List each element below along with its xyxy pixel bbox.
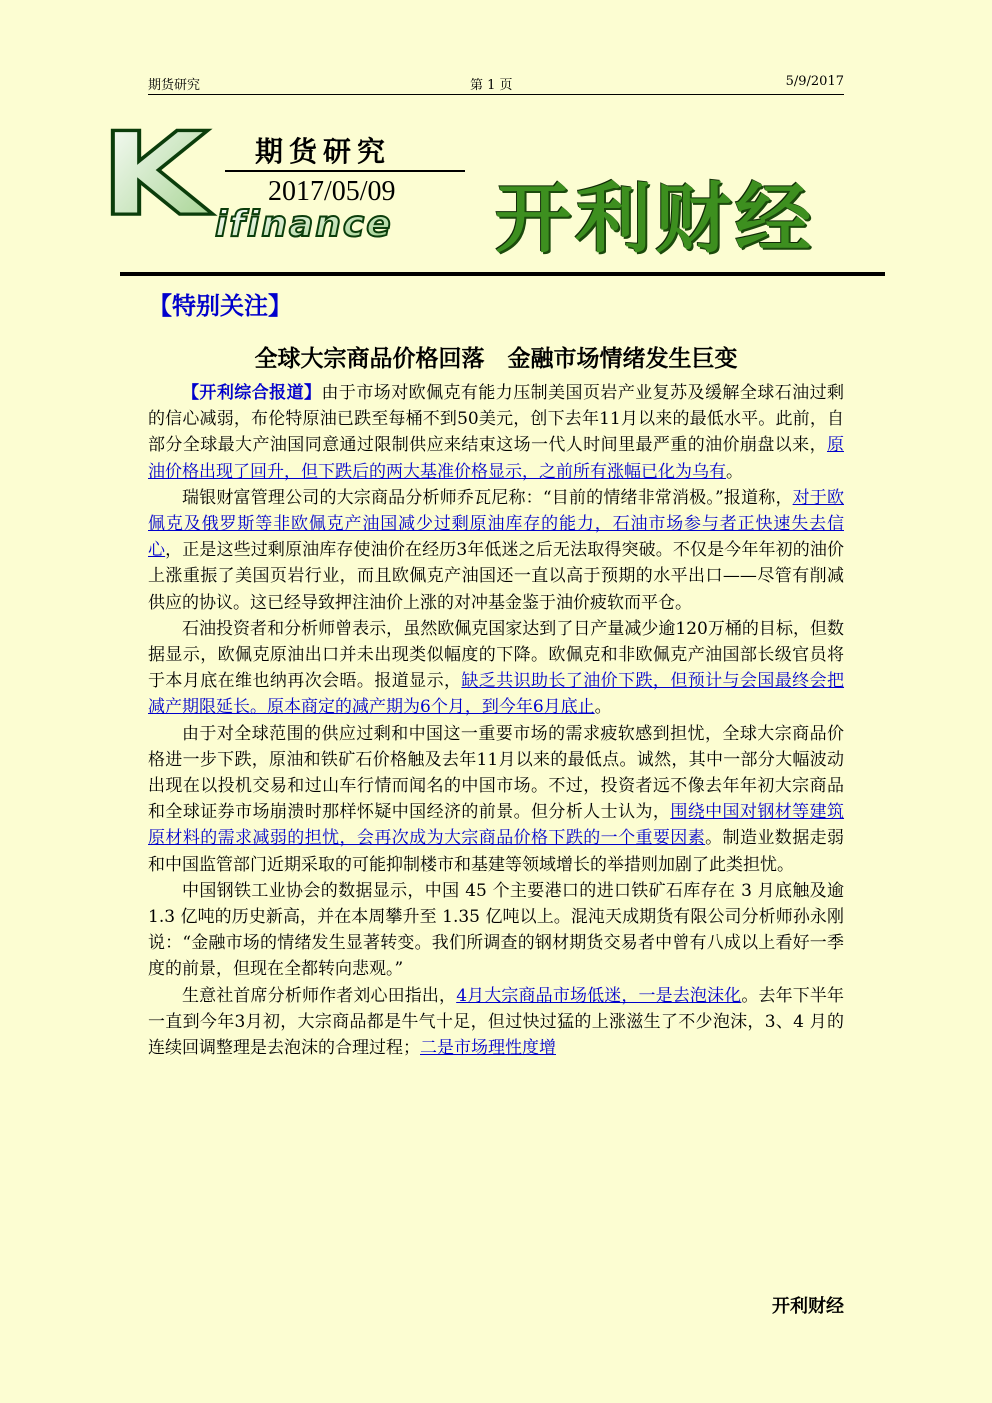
brand-title: 开利财经 [495,174,815,263]
article-link[interactable]: 原油价格出现了回升，但下跌后的两大基准价格显示，之前所有涨幅已化为乌有 [148,435,844,482]
header-left-text: 期货研究 [148,78,201,93]
article-title: 全球大宗商品价格回落 金融市场情绪发生巨变 [254,346,738,372]
header-divider [120,272,885,276]
paragraph-5 [148,878,844,983]
article-link[interactable]: 对于欧佩克及俄罗斯等非欧佩克产油国减少过剩原油库存的能力，石油市场参与者正快速失去信心 [148,487,844,561]
logo-letter-k: K [100,128,209,242]
article-body [148,380,844,1061]
paragraph-text: 由于市场对欧佩克有能力压制美国页岩产业复苏及缓解全球石油过剩的信心减弱，布伦特原油已跌至每桶不到50美元，创下去年11月以来的最低水平。此前，自部分全球最大产油国同意通过限制供应来结束这场一代人时间里最严重的油价崩盘以来， [148,383,845,456]
header-page-number: 第 1 页 [470,78,513,93]
logo-wordmark: ifinance [215,204,393,245]
footer-brand: 开利财经 [772,1296,844,1317]
paragraph-text: 。 [594,697,612,718]
logo-divider [225,170,465,172]
article-link[interactable]: 二是市场理性度增 [420,1038,556,1059]
paragraph-text: 。去年下半年一直到今年3月初，大宗商品都是牛气十足，但过快过猛的上涨滋生了不少泡沫，3、4 月的连续回调整理是去泡沫的合理过程； [148,985,845,1059]
paragraph-text: 瑞银财富管理公司的大宗商品分析师乔瓦尼称：“目前的情绪非常消极。”报道称， [182,487,793,508]
section-tag: 【特别关注】 [148,292,292,320]
paragraph-4 [148,721,844,878]
paragraph-text: 中国钢铁工业协会的数据显示，中国 45 个主要港口的进口铁矿石库存在 3 月底触及逾 1.3 亿吨的历史新高，并在本周攀升至 1.35 亿吨以上。混沌天成期货有限公司分析师孙永刚说：“金融市场的情绪发生显著转变。我们所调查的钢材期货交易者中曾有八成以上看好一季度的前景，但现在全都转向悲观。” [148,880,844,980]
paragraph-text: 生意社首席分析师作者刘心田指出， [182,985,457,1006]
paragraph-text: 。制造业数据走弱和中国监管部门近期采取的可能抑制楼市和基建等领域增长的举措则加剧了此类担忧。 [148,828,845,875]
article-link[interactable]: 4月大宗商品市场低迷，一是去泡沫化 [456,985,742,1006]
paragraph-text: 石油投资者和分析师曾表示，虽然欧佩克国家达到了日产量减少逾120万桶的目标，但数据显示，欧佩克原油出口并未出现类似幅度的下降。欧佩克和非欧佩克产油国部长级官员将于本月底在维也纳再次会晤。报道显示， [148,618,844,692]
paragraph-text: 由于对全球范围的供应过剩和中国这一重要市场的需求疲软感到担忧，全球大宗商品价格进一步下跌，原油和铁矿石价格触及去年11月以来的最低点。诚然，其中一部分大幅波动出现在以投机交易和过山车行情而闻名的中国市场。不过，投资者远不像去年年初大宗商品和全球证券市场崩溃时那样怀疑中国经济的前景。但分析人士认为， [148,723,844,823]
page-header [148,70,844,95]
paragraph-text: 。 [726,461,743,482]
report-lead: 【开利综合报道】 [182,383,322,403]
article-link[interactable]: 围绕中国对钢材等建筑原材料的需求减弱的担忧，会再次成为大宗商品价格下跌的一个重要因素 [148,802,845,849]
paragraph-2 [148,485,844,616]
logo-subtitle: 期货研究 [255,135,392,168]
header-date: 5/9/2017 [785,74,844,89]
paragraph-1 [148,380,844,485]
article-link[interactable]: 缺乏共识助长了油价下跌，但预计与会国最终会把减产期限延长。原本商定的减产期为6个月，到今年6月底止 [148,671,845,718]
paragraph-text: ，正是这些过剩原油库存使油价在经历3年低迷之后无法取得突破。不仅是今年年初的油价上涨重振了美国页岩行业，而且欧佩克产油国还一直以高于预期的水平出口——尽管有削减供应的协议。这已经导致押注油价上涨的对冲基金鉴于油价疲软而平仓。 [148,540,844,613]
logo-date: 2017/05/09 [268,176,396,207]
paragraph-3 [148,616,844,721]
paragraph-6 [148,983,844,1062]
